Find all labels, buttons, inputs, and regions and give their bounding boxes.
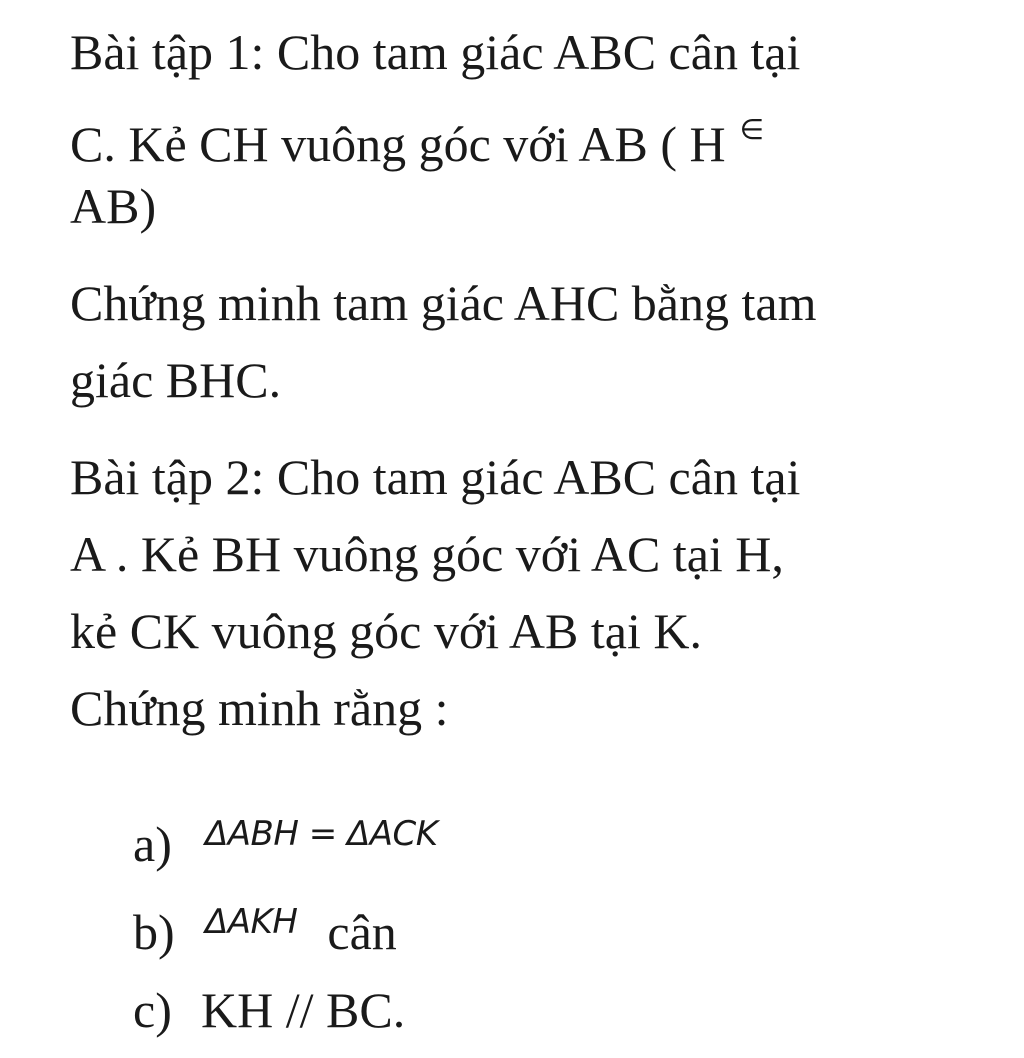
list-item: [133, 790, 438, 878]
exercise1-line2: [70, 91, 990, 172]
exercise1-task-line2: giác BHC.: [70, 352, 282, 408]
exercise2-line4: Chứng minh rằng :: [70, 680, 449, 736]
list-item: [133, 966, 438, 1054]
exercise2-line2: A . Kẻ BH vuông góc với AC tại H,: [70, 526, 784, 582]
item-math-expression: ΔAKH: [205, 902, 298, 942]
exercise2-line1: Bài tập 2: Cho tam giác ABC cân tại: [70, 449, 801, 505]
exercise1-line1: Bài tập 1: Cho tam giác ABC cân tại: [70, 24, 801, 80]
exercise1-line3: AB): [70, 178, 157, 234]
item-text: KH // BC.: [201, 982, 406, 1038]
item-text: cân: [327, 904, 397, 960]
element-of-symbol: ∈: [739, 113, 764, 146]
item-math-expression: ΔABH = ΔACK: [205, 814, 438, 854]
exercise2-item-list: [133, 790, 438, 1054]
item-marker: b): [133, 904, 175, 960]
document-body: [70, 14, 990, 747]
exercise1-task-line1: Chứng minh tam giác AHC bằng tam: [70, 275, 817, 331]
list-item: [133, 878, 438, 966]
exercise1-line2-text: C. Kẻ CH vuông góc với AB ( H: [70, 116, 726, 172]
exercise2-line3: kẻ CK vuông góc với AB tại K.: [70, 603, 702, 659]
item-marker: a): [133, 816, 172, 872]
item-marker: c): [133, 982, 172, 1038]
